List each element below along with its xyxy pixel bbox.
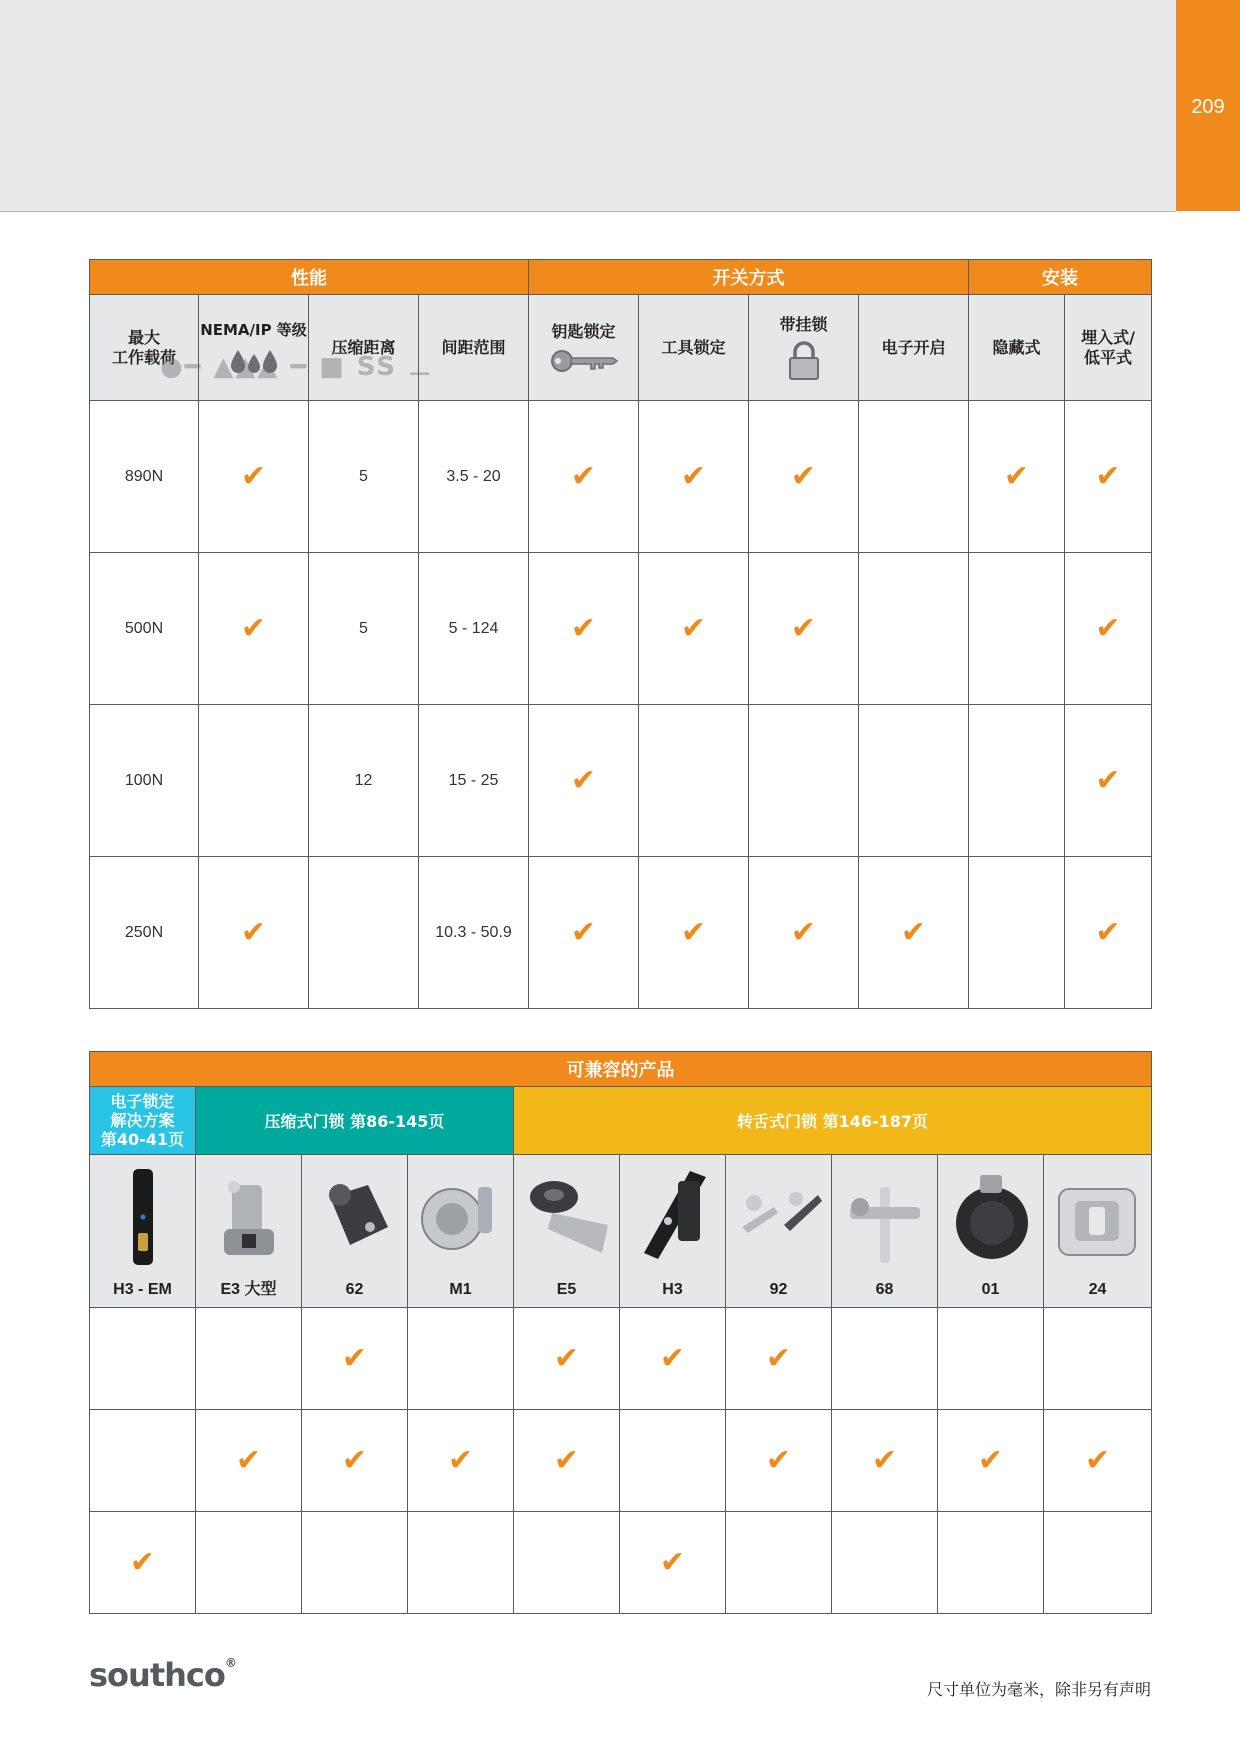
compat-cell <box>1044 1410 1152 1512</box>
icon-strip-watermark: ●━ ▲▲▲ ━ ■ SS ⚊ <box>160 352 434 382</box>
check-icon: ✔ <box>871 1442 898 1478</box>
key-icon <box>549 348 619 374</box>
flush-cell <box>1065 705 1152 857</box>
check-icon: ✔ <box>1084 1442 1111 1478</box>
check-icon: ✔ <box>570 458 597 494</box>
compat-cell <box>832 1410 938 1512</box>
check-icon: ✔ <box>240 458 267 494</box>
col-key-locking <box>529 295 639 401</box>
nema-cell <box>199 705 309 857</box>
product-cell[interactable] <box>408 1155 514 1308</box>
check-icon: ✔ <box>1095 458 1121 494</box>
col-key-locking-label: 钥匙锁定 <box>551 321 616 341</box>
check-icon: ✔ <box>680 914 707 950</box>
compat-title: 可兼容的产品 <box>90 1052 1152 1087</box>
compat-cell <box>302 1308 408 1410</box>
compat-cell <box>832 1308 938 1410</box>
group-header-operation: 开关方式 <box>529 260 969 295</box>
range-value: 3.5 - 20 <box>419 401 529 553</box>
compat-cell <box>620 1512 726 1614</box>
product-62-icon <box>310 1167 400 1267</box>
product-label: E3 大型 <box>220 1281 277 1298</box>
e5-product-icon <box>522 1167 612 1267</box>
key-cell <box>529 553 639 705</box>
check-icon: ✔ <box>1095 914 1121 950</box>
check-icon: ✔ <box>790 914 817 950</box>
compression-value: 12 <box>309 705 419 857</box>
compat-cell <box>90 1512 196 1614</box>
nema-cell <box>199 553 309 705</box>
check-icon: ✔ <box>447 1442 474 1478</box>
compat-cell <box>408 1410 514 1512</box>
check-icon: ✔ <box>765 1442 792 1478</box>
group-header-mounting: 安装 <box>969 260 1152 295</box>
product-cell[interactable] <box>1044 1155 1152 1308</box>
product-label: 24 <box>1088 1281 1107 1298</box>
check-icon: ✔ <box>680 458 707 494</box>
load-value: 250N <box>90 857 199 1009</box>
tool-cell <box>639 401 749 553</box>
col-concealed: 隐藏式 <box>969 295 1065 401</box>
product-label: 92 <box>769 1281 788 1298</box>
flush-cell <box>1065 857 1152 1009</box>
col-max-load: 最大 工作载荷 <box>90 295 199 401</box>
compat-cell <box>90 1410 196 1512</box>
check-icon: ✔ <box>553 1340 580 1376</box>
compat-cell <box>514 1308 620 1410</box>
check-icon: ✔ <box>977 1442 1004 1478</box>
product-cell[interactable] <box>514 1155 620 1308</box>
check-icon: ✔ <box>900 914 927 950</box>
product-label: 62 <box>345 1281 364 1298</box>
column-header-row <box>90 295 1152 401</box>
flush-cell <box>1065 401 1152 553</box>
compression-value: 5 <box>309 553 419 705</box>
compat-row <box>90 1308 1152 1410</box>
compat-cell <box>938 1410 1044 1512</box>
group-electronic-link[interactable]: 电子锁定 解决方案 第40-41页 <box>90 1087 196 1155</box>
product-cell[interactable] <box>620 1155 726 1308</box>
product-label: 68 <box>875 1281 894 1298</box>
tool-cell <box>639 705 749 857</box>
group-cam-link[interactable]: 转舌式门锁 第146-187页 <box>514 1087 1152 1155</box>
compression-value <box>309 857 419 1009</box>
compat-cell <box>938 1308 1044 1410</box>
check-icon: ✔ <box>240 610 267 646</box>
product-image-row <box>90 1155 1152 1308</box>
check-icon: ✔ <box>570 610 597 646</box>
compat-cell <box>408 1308 514 1410</box>
range-value: 5 - 124 <box>419 553 529 705</box>
col-nema-ip <box>199 295 309 401</box>
compat-cell <box>620 1410 726 1512</box>
feature-row <box>90 401 1152 553</box>
feature-row <box>90 857 1152 1009</box>
check-icon: ✔ <box>235 1442 262 1478</box>
check-icon: ✔ <box>570 914 597 950</box>
product-68-icon <box>840 1167 930 1267</box>
electronic-cell <box>859 553 969 705</box>
compat-row <box>90 1410 1152 1512</box>
col-padlock-label: 带挂锁 <box>779 314 828 334</box>
electronic-cell <box>859 857 969 1009</box>
check-icon: ✔ <box>659 1544 686 1580</box>
check-icon: ✔ <box>659 1340 686 1376</box>
check-icon: ✔ <box>570 762 597 798</box>
check-icon: ✔ <box>1095 610 1121 646</box>
feature-row <box>90 705 1152 857</box>
load-value: 890N <box>90 401 199 553</box>
product-cell[interactable] <box>726 1155 832 1308</box>
product-cell[interactable] <box>832 1155 938 1308</box>
compat-cell <box>514 1512 620 1614</box>
range-value: 10.3 - 50.9 <box>419 857 529 1009</box>
check-icon: ✔ <box>1003 458 1030 494</box>
electronic-cell <box>859 401 969 553</box>
product-label: M1 <box>449 1281 472 1298</box>
product-label: 01 <box>981 1281 1000 1298</box>
group-header-performance: 性能 <box>90 260 529 295</box>
col-padlock <box>749 295 859 401</box>
check-icon: ✔ <box>341 1442 368 1478</box>
check-icon: ✔ <box>1095 762 1121 798</box>
compat-cell <box>196 1410 302 1512</box>
col-nema-ip-label: NEMA/IP 等级 <box>200 320 307 339</box>
compat-cell <box>726 1512 832 1614</box>
logo-registered: ® <box>224 1656 236 1670</box>
compat-cell <box>726 1410 832 1512</box>
tool-cell <box>639 553 749 705</box>
padlock-cell <box>749 401 859 553</box>
compat-cell <box>938 1512 1044 1614</box>
check-icon: ✔ <box>129 1544 156 1580</box>
padlock-cell <box>749 857 859 1009</box>
padlock-cell <box>749 553 859 705</box>
nema-cell <box>199 857 309 1009</box>
compat-cell <box>90 1308 196 1410</box>
concealed-cell <box>969 553 1065 705</box>
product-01-icon <box>946 1167 1036 1267</box>
check-icon: ✔ <box>240 914 267 950</box>
compat-cell <box>832 1512 938 1614</box>
product-label: H3 - EM <box>113 1281 172 1298</box>
compat-cell <box>302 1410 408 1512</box>
h3-product-icon <box>628 1167 718 1267</box>
product-cell[interactable] <box>302 1155 408 1308</box>
header-band <box>0 0 1176 212</box>
padlock-icon <box>787 341 821 381</box>
key-cell <box>529 857 639 1009</box>
compat-row <box>90 1512 1152 1614</box>
check-icon: ✔ <box>790 610 817 646</box>
col-flush: 埋入式/ 低平式 <box>1065 295 1152 401</box>
check-icon: ✔ <box>765 1340 792 1376</box>
product-cell[interactable] <box>196 1155 302 1308</box>
tool-cell <box>639 857 749 1009</box>
page-number: 209 <box>1191 96 1225 118</box>
key-cell <box>529 705 639 857</box>
load-value: 100N <box>90 705 199 857</box>
compat-cell <box>1044 1512 1152 1614</box>
col-electronic: 电子开启 <box>859 295 969 401</box>
flush-cell <box>1065 553 1152 705</box>
product-label: H3 <box>662 1281 683 1298</box>
range-value: 15 - 25 <box>419 705 529 857</box>
check-icon: ✔ <box>680 610 707 646</box>
concealed-cell <box>969 705 1065 857</box>
load-value: 500N <box>90 553 199 705</box>
e3-large-product-icon <box>204 1167 294 1267</box>
compat-cell <box>726 1308 832 1410</box>
footnote: 尺寸单位为毫米，除非另有声明 <box>926 1680 1151 1699</box>
southco-logo <box>89 1656 236 1694</box>
key-cell <box>529 401 639 553</box>
group-compression-link[interactable]: 压缩式门锁 第86-145页 <box>196 1087 514 1155</box>
nema-cell <box>199 401 309 553</box>
concealed-cell <box>969 401 1065 553</box>
compat-cell <box>408 1512 514 1614</box>
product-92-icon <box>734 1167 824 1267</box>
compat-cell <box>196 1308 302 1410</box>
compat-cell <box>1044 1308 1152 1410</box>
h3-em-product-icon <box>123 1167 163 1267</box>
product-cell[interactable] <box>90 1155 196 1308</box>
col-compression: 压缩距离 <box>309 295 419 401</box>
compat-cell <box>196 1512 302 1614</box>
check-icon: ✔ <box>341 1340 368 1376</box>
col-tool-locking: 工具锁定 <box>639 295 749 401</box>
concealed-cell <box>969 857 1065 1009</box>
check-icon: ✔ <box>553 1442 580 1478</box>
compat-cell <box>302 1512 408 1614</box>
feature-table <box>89 259 1152 1009</box>
product-24-icon <box>1053 1167 1143 1267</box>
product-cell[interactable] <box>938 1155 1044 1308</box>
compression-value: 5 <box>309 401 419 553</box>
m1-product-icon <box>416 1167 506 1267</box>
logo-text: southco <box>89 1656 225 1694</box>
electronic-cell <box>859 705 969 857</box>
check-icon: ✔ <box>790 458 817 494</box>
product-label: E5 <box>556 1281 577 1298</box>
feature-row <box>90 553 1152 705</box>
compat-cell <box>620 1308 726 1410</box>
compatible-products-table <box>89 1051 1152 1614</box>
padlock-cell <box>749 705 859 857</box>
col-grip-range: 间距范围 <box>419 295 529 401</box>
compat-cell <box>514 1410 620 1512</box>
water-drops-icon <box>226 346 282 376</box>
